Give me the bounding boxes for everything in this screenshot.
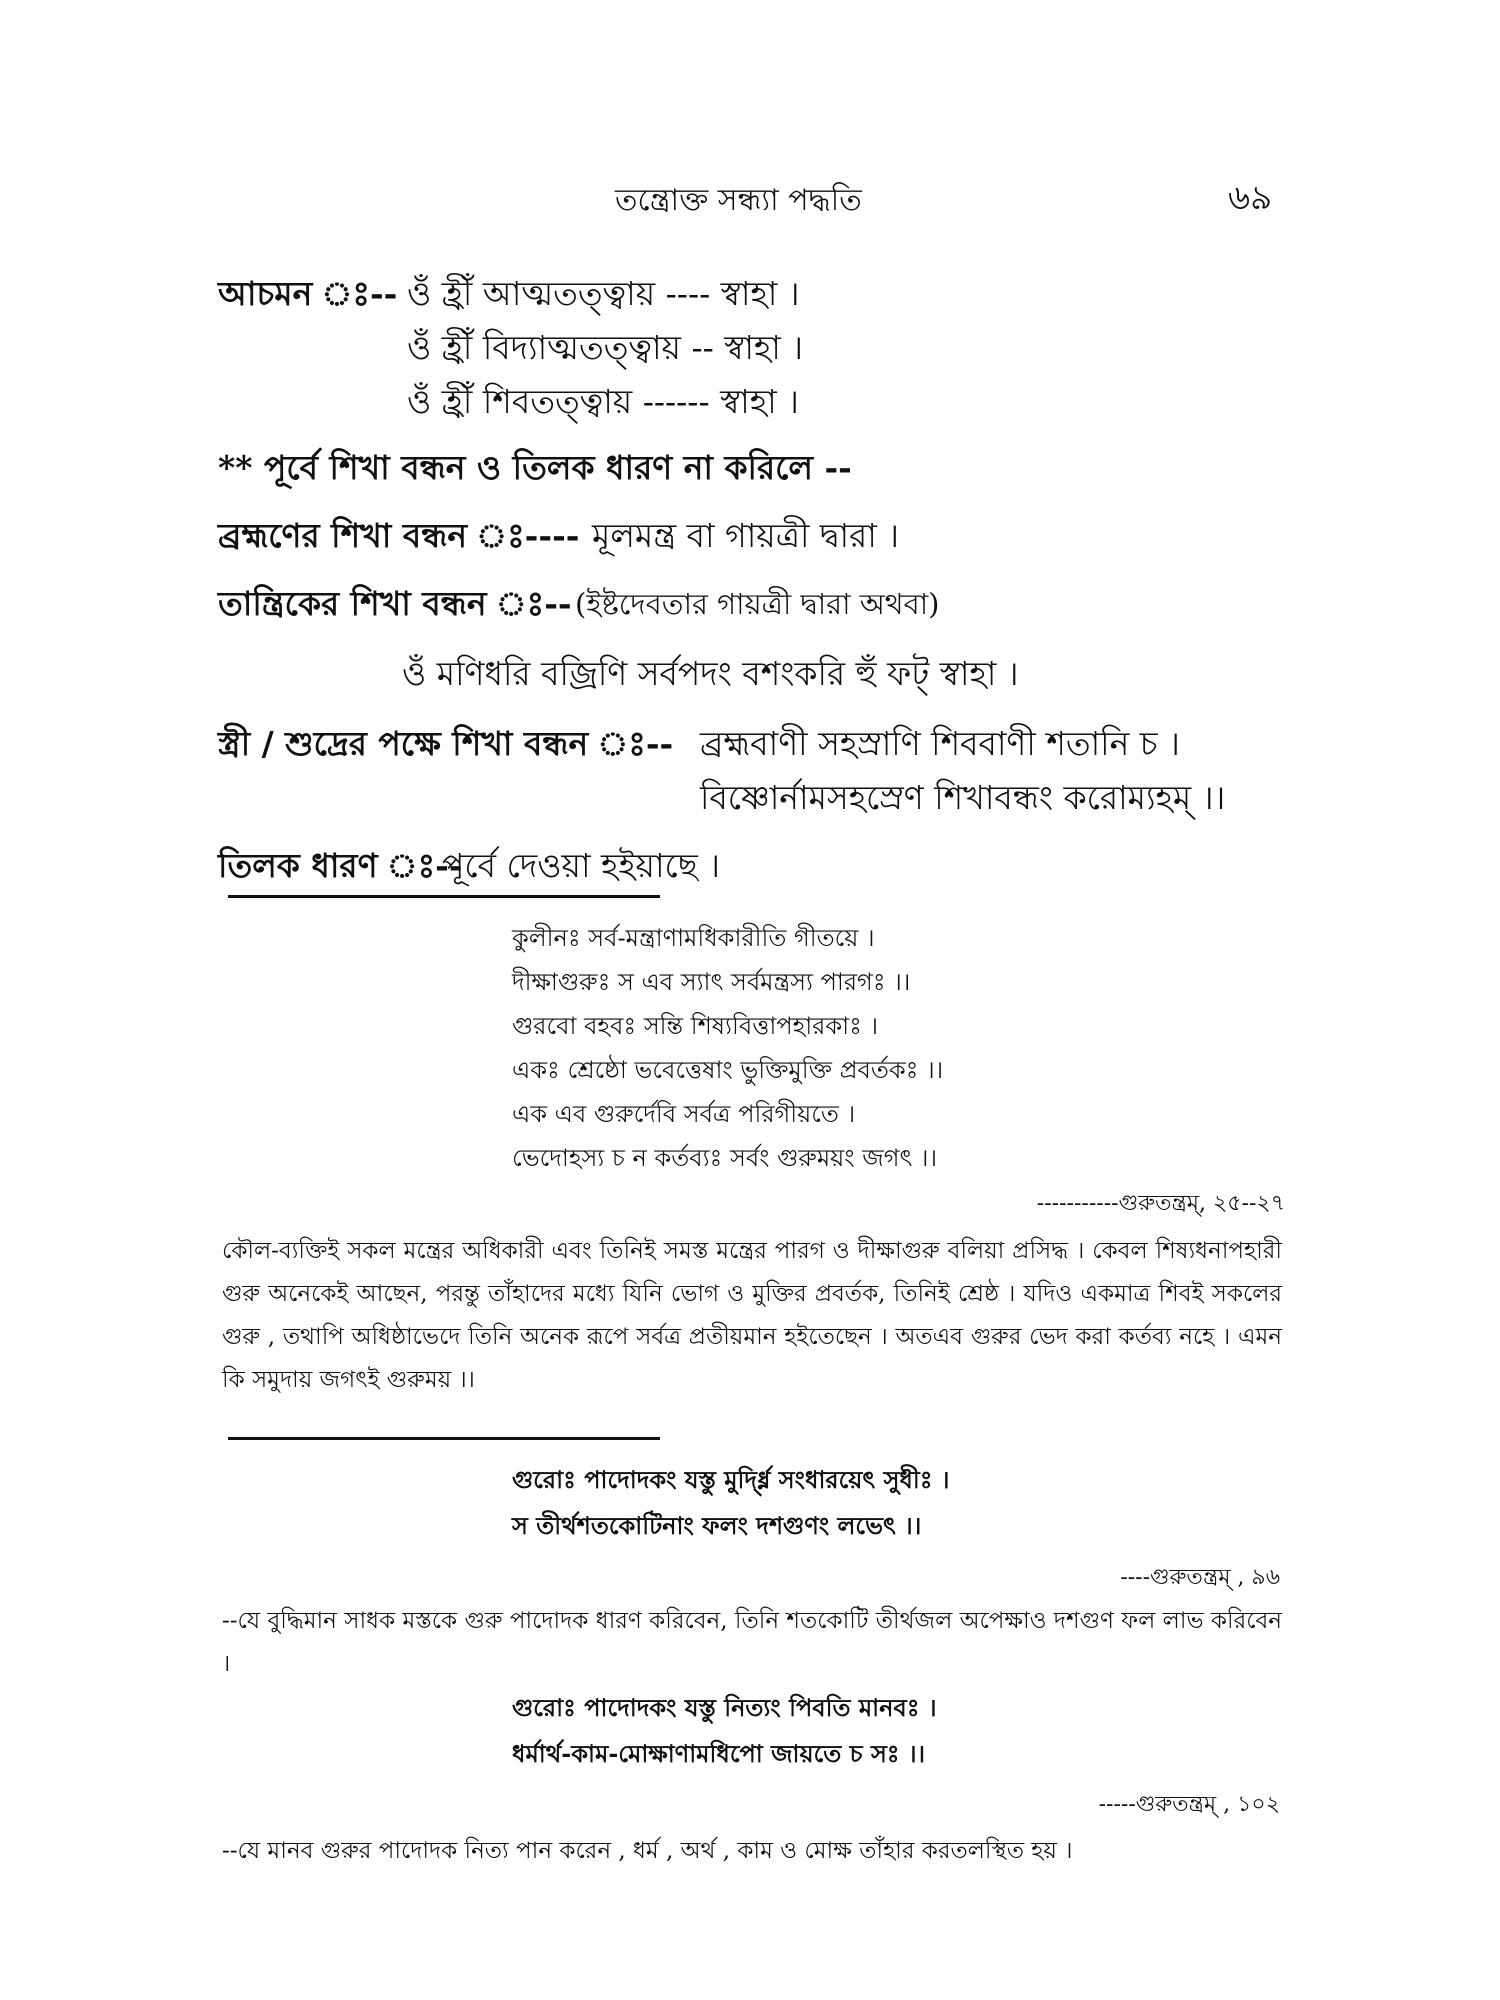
verse1-citation: -----------গুরুতন্ত্রম্, ২৫--২৭	[1036, 1191, 1285, 1216]
verse1-line-2: দীক্ষাগুরুঃ স এব স্যাৎ সর্বমন্ত্রস্য পারগঃ ।।	[512, 968, 911, 996]
verse2-commentary: --যে বুদ্ধিমান সাধক মস্তকে গুরু পাদোদক ধারণ করিবেন, তিনি শতকোটি তীর্থজল অপেক্ষাও দশগুণ ফল লাভ করিবেন ।	[222, 1608, 1282, 1677]
verse2-line-1: গুরোঃ পাদোদকং যস্তু মুর্দ্ধ্নি সংধারয়েৎ সুধীঃ ।	[512, 1465, 950, 1494]
verse1-line-1: কুলীনঃ সর্ব-মন্ত্রাণামধিকারীতি গীতয়ে ।	[512, 924, 875, 952]
verse2-line-2: স তীর্থশতকোটিনাং ফলং দশগুণং লভেৎ ।।	[512, 1511, 922, 1540]
verse3-line-1: গুরোঃ পাদোদকং যস্তু নিত্যং পিবতি মানবঃ ।	[512, 1693, 937, 1722]
page-number: ৬৯	[1228, 178, 1273, 218]
stri-shudra-shikha-label: স্ত্রী / শুদ্রের পক্ষে শিখা বন্ধন ঃ--	[218, 724, 674, 763]
section-divider-2	[228, 1437, 660, 1440]
achaman-line-3: ওঁ হ্রীঁ শিবতত্ত্বায় ------ স্বাহা ।	[407, 382, 799, 421]
verse1-line-5: এক এব গুরুর্দেবি সর্বত্র পরিগীয়তে ।	[512, 1100, 856, 1128]
tilak-label: তিলক ধারণ ঃ--	[218, 846, 463, 885]
shikha-tilak-note-heading: ** পূর্বে শিখা বন্ধন ও তিলক ধারণ না করিলে --	[218, 448, 852, 487]
achaman-line-1: ওঁ হ্রীঁ আত্মতত্ত্বায় ---- স্বাহা ।	[407, 274, 800, 313]
verse1-commentary: কৌল-ব্যক্তিই সকল মন্ত্রের অধিকারী এবং তিনিই সমস্ত মন্ত্রের পারগ ও দীক্ষাগুরু বলিয়া প্রসিদ্ধ । কেবল শিষ্যধনাপহারী গুরু অনেকেই আছেন, পরন্তু তাঁহাদের মধ্যে যিনি ভোগ ও মুক্তির প্রবর্তক, তিনিই শ্রেষ্ঠ । যদিও একমাত্র শিবই সকলের গুরু , তথাপি অধিষ্ঠাভেদে তিনি অনেক রূপে সর্বত্র প্রতীয়মান হইতেছেন । অতএব গুরুর ভেদ করা কর্তব্য নহে । এমন কি সমুদায় জগৎই গুরুময় ।।	[222, 1238, 1282, 1393]
tilak-text: পূর্বে দেওয়া হইয়াছে ।	[442, 846, 721, 885]
verse1-line-6: ভেদোহস্য চ ন কর্তব্যঃ সর্বং গুরুময়ং জগৎ ।।	[512, 1144, 938, 1172]
verse1-line-3: গুরবো বহবঃ সন্তি শিষ্যবিত্তাপহারকাঃ ।	[512, 1012, 879, 1040]
brahman-shikha-text: মূলমন্ত্র বা গায়ত্রী দ্বারা ।	[592, 516, 900, 555]
brahman-shikha-label: ব্রহ্মণের শিখা বন্ধন ঃ----	[218, 516, 580, 555]
verse3-citation: -----গুরুতন্ত্রম্ , ১০২	[1098, 1792, 1280, 1817]
tantrik-shikha-mantra: ওঁ মণিধরি বজ্রিণি সর্বপদং বশংকরি হুঁ ফট্ স্বাহা ।	[402, 654, 1019, 693]
verse3-commentary: --যে মানব গুরুর পাদোদক নিত্য পান করেন , ধর্ম , অর্থ , কাম ও মোক্ষ তাঁহার করতলস্থিত হয় ।	[222, 1838, 1073, 1864]
stri-shudra-shikha-line-2: বিষ্ণোর্নামসহস্রেণ শিখাবন্ধং করোম্যহম্ ।।	[700, 778, 1226, 817]
section-divider-1	[228, 895, 660, 898]
page-header-title: তন্ত্রোক্ত সন্ধ্যা পদ্ধতি	[615, 183, 862, 218]
verse3-line-2: ধর্মার্থ-কাম-মোক্ষাণামধিপো জায়তে চ সঃ ।।	[512, 1739, 926, 1768]
tantrik-shikha-label: তান্ত্রিকের শিখা বন্ধন ঃ--	[218, 584, 572, 623]
achaman-label: আচমন ঃ--	[218, 274, 398, 313]
verse1-line-4: একঃ শ্রেষ্ঠো ভবেত্তেষাং ভুক্তিমুক্তি প্রবর্তকঃ ।।	[512, 1056, 944, 1084]
achaman-line-2: ওঁ হ্রীঁ বিদ্যাত্মতত্ত্বায় -- স্বাহা ।	[407, 328, 804, 367]
tantrik-shikha-paren: (ইষ্টদেবতার গায়ত্রী দ্বারা অথবা)	[575, 587, 940, 621]
stri-shudra-shikha-line-1: ব্রহ্মবাণী সহস্রাণি শিববাণী শতানি চ ।	[700, 724, 1180, 763]
verse2-citation: ----গুরুতন্ত্রম্ , ৯৬	[1120, 1565, 1280, 1590]
